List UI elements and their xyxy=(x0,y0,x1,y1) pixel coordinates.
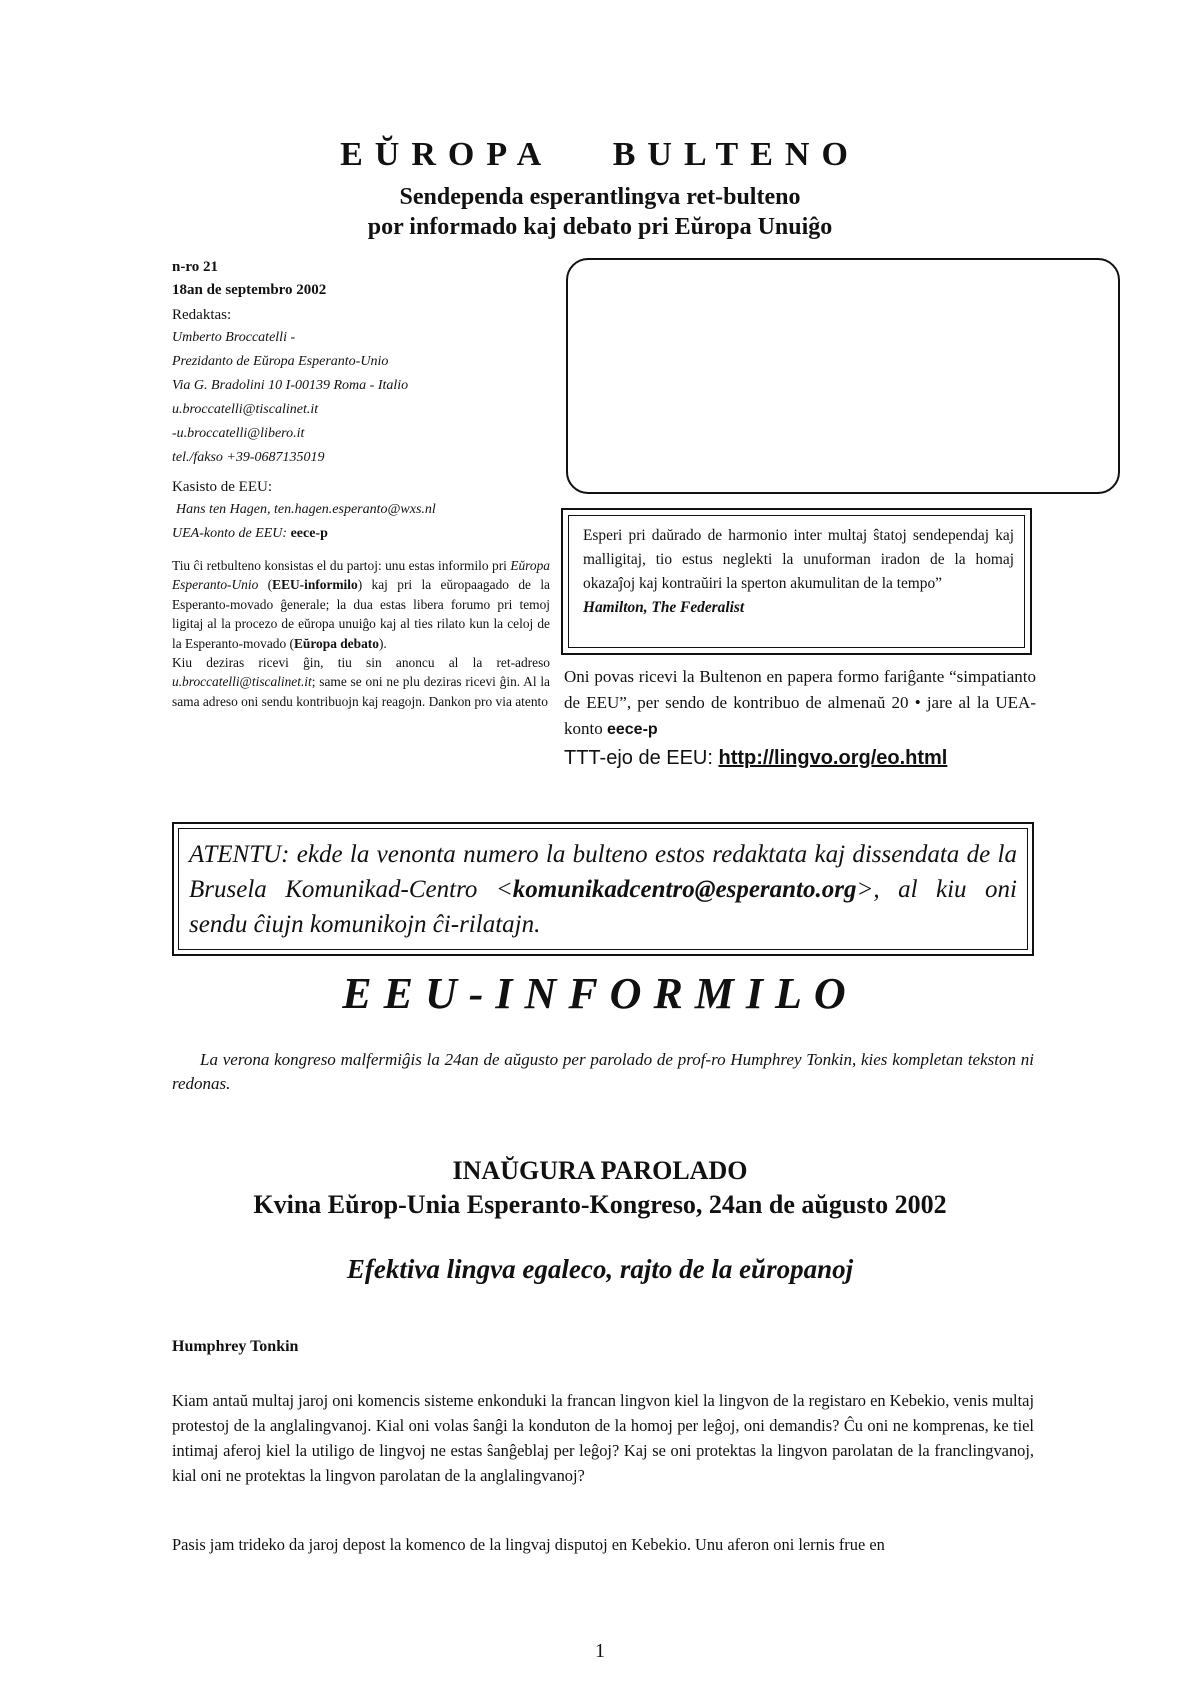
about-paragraph: Tiu ĉi retbulteno konsistas el du partoj: unu estas informilo pri Eŭropa Esperanto-Unio (EEU-informilo) kaj pri la eŭropaagado de la Esperanto-movado ĝenerale; la dua estas libera forumo pri temoj ligitaj al la procezo de eŭropa unuiĝo kaj al ties rilato kun la celoj de la Esperanto-movado (Eŭropa debato). xyxy=(172,558,551,651)
issue-info-column xyxy=(172,256,550,711)
subscribe-paragraph: Kiu deziras ricevi ĝin, tiu sin anoncu al la ret-adreso u.broccatelli@tiscalinet.it; same se oni ne plu deziras ricevi ĝin. Al la sama adreso oni sendu kontribuojn kaj reagojn. Dankon pro via atento xyxy=(172,655,550,709)
attention-box xyxy=(172,822,1034,956)
cashier-label: Kasisto de EEU: xyxy=(172,479,272,495)
body-paragraph: Pasis jam trideko da jaroj depost la komenco de la lingvaj disputoj en Kebekio. Unu aferon oni lernis frue en xyxy=(172,1535,885,1554)
section-heading: EEU-INFORMILO xyxy=(342,969,858,1018)
account-line xyxy=(172,522,550,546)
bulletin-subtitle: Sendependa esperantlingva ret-bulteno xyxy=(399,184,801,210)
editor-email-2[interactable]: -u.broccatelli@libero.it xyxy=(172,426,305,441)
bulletin-tagline: por informado kaj debato pri Eŭropa Unuiĝo xyxy=(367,214,833,240)
subscribe-email[interactable]: u.broccatelli@tiscalinet.it xyxy=(172,674,312,690)
uea-account: eece-p xyxy=(606,721,658,738)
speech-author: Humphrey Tonkin xyxy=(172,1338,299,1355)
quote-box xyxy=(561,508,1032,655)
editor-label: Redaktas: xyxy=(172,307,232,323)
page-number: 1 xyxy=(595,1640,605,1662)
account-code: eece-p xyxy=(290,526,328,541)
editor-email-1[interactable]: u.broccatelli@tiscalinet.it xyxy=(172,402,319,417)
speech-theme: Efektiva lingva egaleco, rajto de la eŭropanoj xyxy=(346,1254,854,1284)
section-intro: La verona kongreso malfermiĝis la 24an de aŭgusto per parolado de prof-ro Humphrey Tonkin, kies kompletan tekston ni redonas. xyxy=(172,1050,1034,1093)
bulletin-title: EŬROPA BULTENO xyxy=(340,136,860,173)
website-line xyxy=(564,743,1036,773)
eeu-informilo-term: EEU-informilo xyxy=(272,577,358,593)
editor-name: Umberto Broccatelli - xyxy=(172,330,296,345)
europa-debato-term: Eŭropa debato xyxy=(293,635,379,651)
body-paragraph: Kiam antaŭ multaj jaroj oni komencis sisteme enkonduki la francan lingvon kiel la lingvon de la registaro en Kebekio, venis multaj protestoj de la anglalingvanoj. Kial oni volas ŝanĝi la konduton de la homoj per leĝoj, oni demandis? Ĉu oni ne komprenas, ke tiel intimaj aferoj kiel la utiligo de lingvoj ne estas ŝanĝeblaj per leĝoj? Kaj se oni protektas la lingvon parolatan de la franclingvanoj, kial oni ne protektas la lingvon parolatan de la anglalingvanoj? xyxy=(172,1391,1034,1485)
account-label: UEA-konto de EEU: xyxy=(172,526,288,541)
subscription-info xyxy=(564,664,1036,773)
quote-text: Esperi pri daŭrado de harmonio inter multaj ŝtatoj sendependaj kaj malligitaj, tio estus neglekti la unuforman iradon de la homaj okazaĵoj kaj kontraŭiri la sperton akumulitan de la tempo” xyxy=(583,527,1014,592)
komunikadcentro-email[interactable]: komunikadcentro@esperanto.org xyxy=(512,876,857,903)
attention-notice: ATENTU: ekde la venonta numero la bulteno estos redaktata kaj dissendata de la Brusela Komunikad-Centro <komunikadcentro@esperanto.org>, al kiu oni sendu ĉiujn komunikojn ĉi-rilatajn. xyxy=(178,828,1028,950)
speech-subtitle: Kvina Eŭrop-Unia Esperanto-Kongreso, 24an de aŭgusto 2002 xyxy=(253,1190,947,1219)
quote-inner-frame xyxy=(568,515,1025,648)
website-label: TTT-ejo de EEU: xyxy=(564,747,719,769)
editor-phone: tel./fakso +39-0687135019 xyxy=(172,450,325,465)
editor-address: Via G. Bradolini 10 I-00139 Roma - Italio xyxy=(172,378,409,393)
speech-title: INAŬGURA PAROLADO xyxy=(452,1156,748,1185)
website-link[interactable]: http://lingvo.org/eo.html xyxy=(718,747,948,769)
quote-source: Hamilton, The Federalist xyxy=(583,599,745,616)
issue-date: 18an de septembro 2002 xyxy=(172,282,327,298)
cashier-contact: Hans ten Hagen, ten.hagen.esperanto@wxs.nl xyxy=(176,502,436,517)
issue-number: n-ro 21 xyxy=(172,259,218,275)
editor-role: Prezidanto de Eŭropa Esperanto-Unio xyxy=(172,354,389,369)
paper-subscription-text: Oni povas ricevi la Bultenon en papera formo fariĝante “simpatianto de EEU”, per sendo de kontribuo de almenaŭ 20 • jare al la UEA-konto eece-p xyxy=(564,667,1036,738)
image-placeholder-frame xyxy=(566,258,1120,494)
eeu-name: Eŭropa Esperanto-Unio xyxy=(172,558,550,593)
